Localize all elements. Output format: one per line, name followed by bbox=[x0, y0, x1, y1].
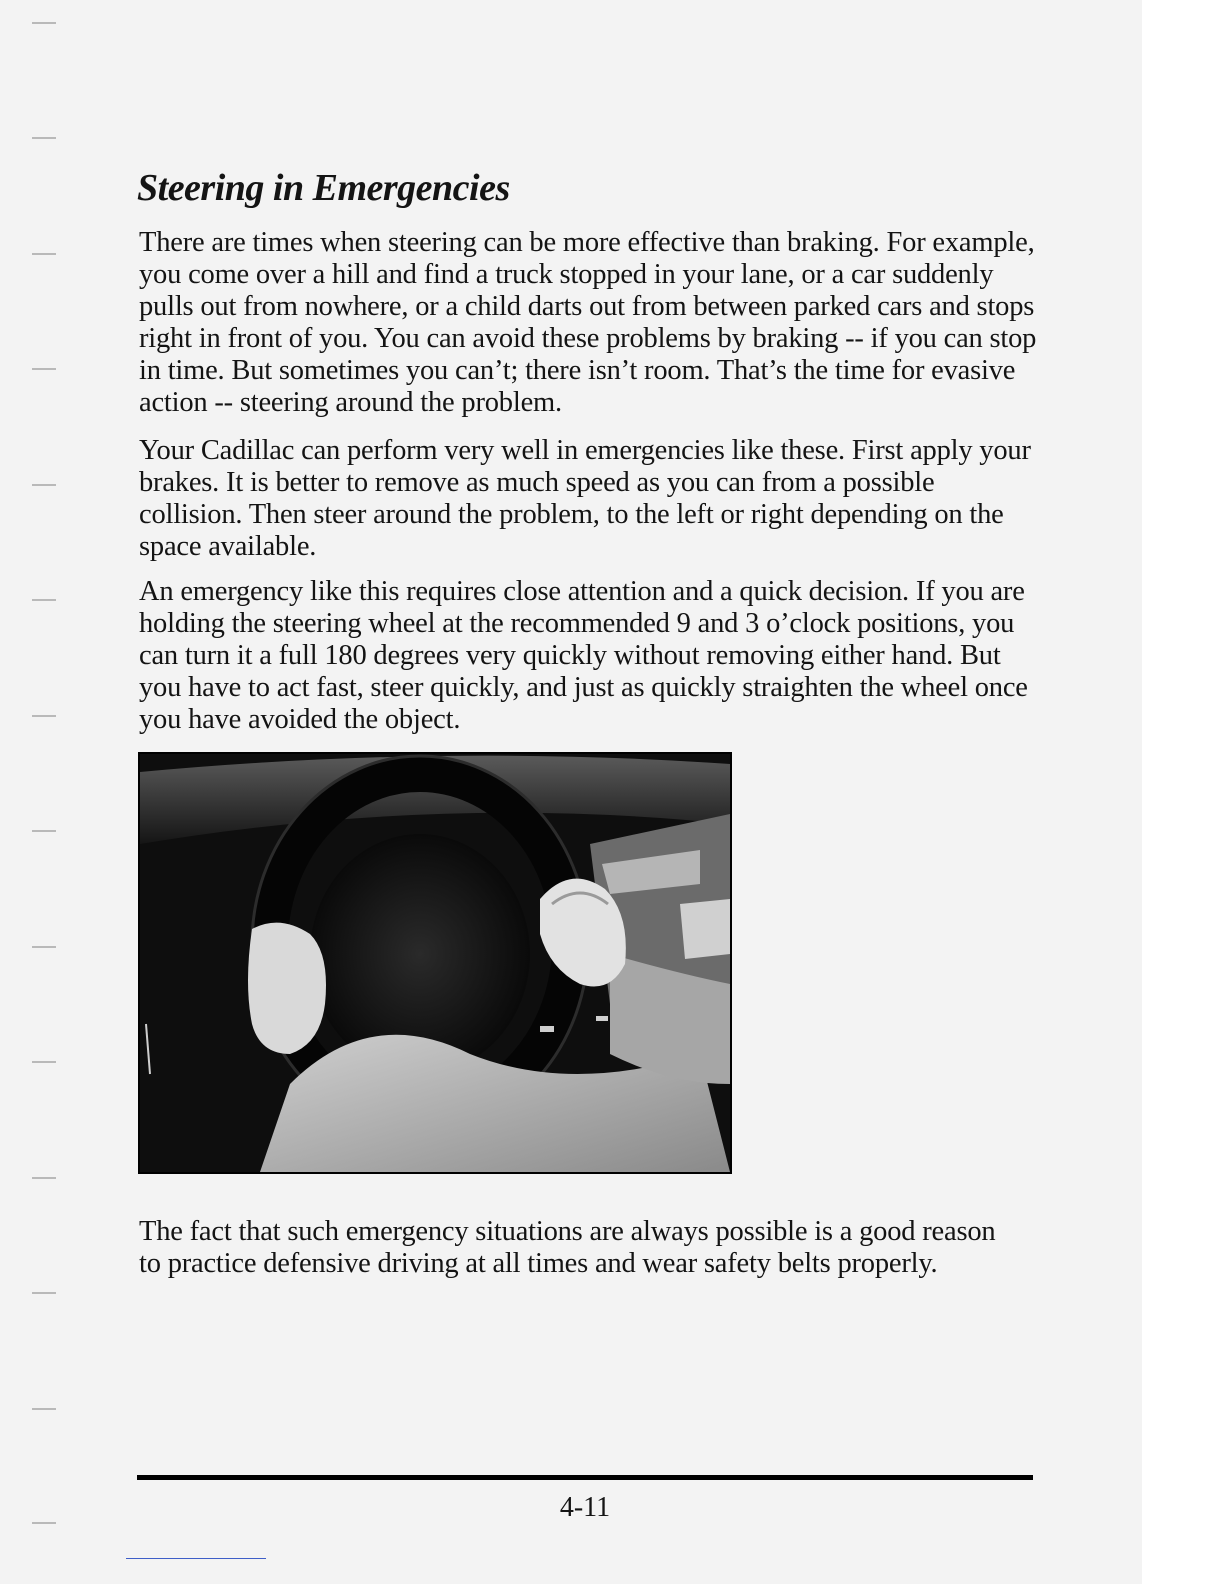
paragraph-cadillac-performance: Your Cadillac can perform very well in emergencies like these. First apply your brakes. It is better to remove as much speed as you can from a possible collision. Then steer around the problem, to the left or right depending on the space available. bbox=[139, 435, 1031, 562]
binder-margin-marks bbox=[0, 0, 80, 1584]
paragraph-steering-vs-braking: There are times when steering can be more effective than braking. For example, you come over a hill and find a truck stopped in your lane, or a car suddenly pulls out from nowhere, or a child darts out from between parked cars and stops right in front of you. You can avoid these problems by braking -- if you can stop in time. But sometimes you can’t; there isn’t room. That’s the time for evasive action -- steering around the problem. bbox=[139, 227, 1037, 418]
paragraph-defensive-driving: The fact that such emergency situations are always possible is a good reason to practice defensive driving at all times and wear safety belts properly. bbox=[139, 1216, 996, 1279]
footer-rule bbox=[137, 1475, 1033, 1480]
scan-artifact-line bbox=[126, 1558, 266, 1559]
paragraph-hand-position: An emergency like this requires close attention and a quick decision. If you are holding the steering wheel at the recommended 9 and 3 o’clock positions, you can turn it a full 180 degrees very quickly without removing either hand. But you have to act fast, steer quickly, and just as quickly straighten the wheel once you have avoided the object. bbox=[139, 576, 1028, 735]
page-number: 4-11 bbox=[559, 1492, 611, 1523]
section-heading: Steering in Emergencies bbox=[137, 167, 510, 209]
steering-wheel-photo bbox=[138, 752, 732, 1174]
